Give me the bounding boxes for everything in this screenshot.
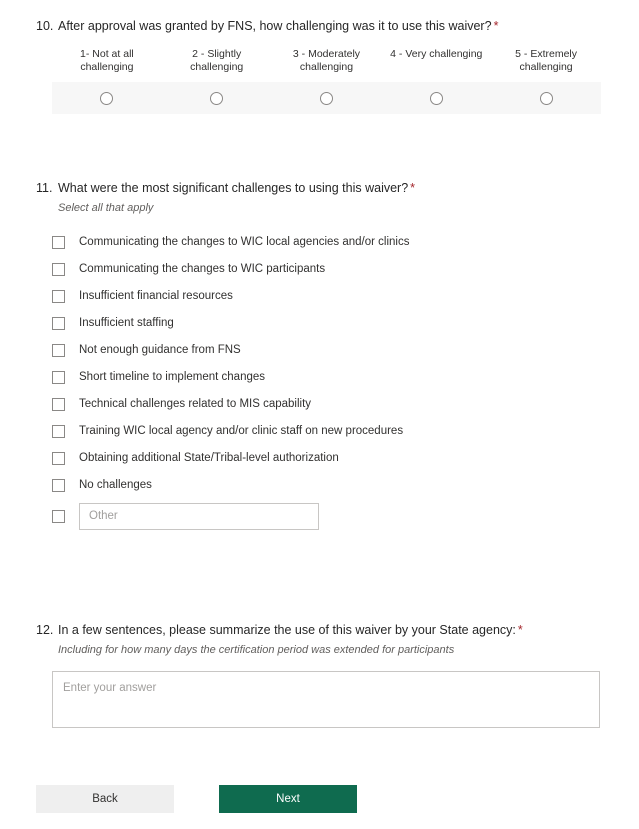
question-12-number: 12. (36, 623, 54, 637)
checkbox-group-11 (52, 229, 603, 533)
checkbox-label: No challenges (79, 479, 152, 491)
checkbox-option[interactable] (52, 337, 603, 363)
checkbox-option-other[interactable] (52, 499, 603, 533)
checkbox-option[interactable] (52, 445, 603, 471)
question-10-text: After approval was granted by FNS, how challenging was it to use this waiver? * (58, 19, 499, 33)
required-asterisk: * (493, 19, 499, 33)
checkbox-icon[interactable] (52, 479, 65, 492)
checkbox-option[interactable] (52, 364, 603, 390)
checkbox-icon[interactable] (52, 398, 65, 411)
checkbox-option[interactable] (52, 256, 603, 282)
question-12-text: In a few sentences, please summarize the use of this waiver by your State agency: * (58, 623, 523, 637)
checkbox-icon[interactable] (52, 425, 65, 438)
radio-button-2[interactable] (210, 92, 223, 105)
checkbox-icon[interactable] (52, 317, 65, 330)
question-10-number: 10. (36, 19, 54, 33)
checkbox-label: Communicating the changes to WIC local agencies and/or clinics (79, 236, 410, 248)
question-12-title (36, 622, 603, 638)
radio-button-4[interactable] (430, 92, 443, 105)
checkbox-label: Not enough guidance from FNS (79, 344, 241, 356)
likert-radio-cell-2[interactable] (162, 92, 272, 105)
likert-option-label-4: 4 - Very challenging (390, 48, 483, 60)
checkbox-option[interactable] (52, 229, 603, 255)
likert-option-label-5: 5 - Extremely challenging (515, 48, 578, 73)
question-12 (36, 622, 603, 733)
back-button[interactable]: Back (36, 785, 174, 813)
checkbox-option[interactable] (52, 391, 603, 417)
required-asterisk: * (410, 181, 416, 195)
checkbox-option[interactable] (52, 472, 603, 498)
checkbox-icon[interactable] (52, 344, 65, 357)
checkbox-label: Obtaining additional State/Tribal-level authorization (79, 452, 339, 464)
checkbox-label: Insufficient financial resources (79, 290, 233, 302)
radio-button-3[interactable] (320, 92, 333, 105)
radio-button-1[interactable] (100, 92, 113, 105)
checkbox-icon[interactable] (52, 290, 65, 303)
likert-header-row (52, 48, 601, 74)
radio-button-5[interactable] (540, 92, 553, 105)
long-answer-wrapper (52, 671, 603, 733)
checkbox-option[interactable] (52, 310, 603, 336)
checkbox-icon[interactable] (52, 263, 65, 276)
question-11-number: 11. (36, 181, 53, 195)
likert-radio-cell-5[interactable] (491, 92, 601, 105)
likert-radio-cell-4[interactable] (381, 92, 491, 105)
checkbox-option[interactable] (52, 418, 603, 444)
checkbox-label: Training WIC local agency and/or clinic staff on new procedures (79, 425, 404, 437)
checkbox-option[interactable] (52, 283, 603, 309)
checkbox-label: Technical challenges related to MIS capability (79, 398, 312, 410)
checkbox-icon[interactable] (52, 236, 65, 249)
likert-radio-cell-1[interactable] (52, 92, 162, 105)
likert-scale-10 (52, 48, 601, 114)
question-10 (36, 18, 603, 114)
likert-option-label-2: 2 - Slightly challenging (190, 48, 244, 73)
checkbox-icon[interactable] (52, 452, 65, 465)
question-11-text: What were the most significant challenges to using this waiver? * (58, 181, 416, 195)
question-11-subtitle: Select all that apply (58, 202, 154, 214)
checkbox-label: Communicating the changes to WIC participants (79, 263, 326, 275)
checkbox-icon[interactable] (52, 510, 65, 523)
likert-radio-row (52, 82, 601, 114)
question-12-subtitle: Including for how many days the certification period was extended for participants (58, 644, 455, 656)
other-text-input[interactable] (79, 503, 319, 530)
question-11-title (36, 180, 603, 196)
question-10-title (36, 18, 603, 34)
checkbox-label: Short timeline to implement changes (79, 371, 266, 383)
likert-option-label-1: 1- Not at all challenging (80, 48, 134, 73)
checkbox-icon[interactable] (52, 371, 65, 384)
likert-option-label-3: 3 - Moderately challenging (292, 48, 361, 73)
checkbox-label: Insufficient staffing (79, 317, 174, 329)
next-button[interactable]: Next (219, 785, 357, 813)
long-answer-input[interactable] (52, 671, 600, 728)
question-11 (36, 180, 603, 534)
likert-radio-cell-3[interactable] (272, 92, 382, 105)
required-asterisk: * (517, 623, 523, 637)
form-footer (36, 785, 357, 813)
